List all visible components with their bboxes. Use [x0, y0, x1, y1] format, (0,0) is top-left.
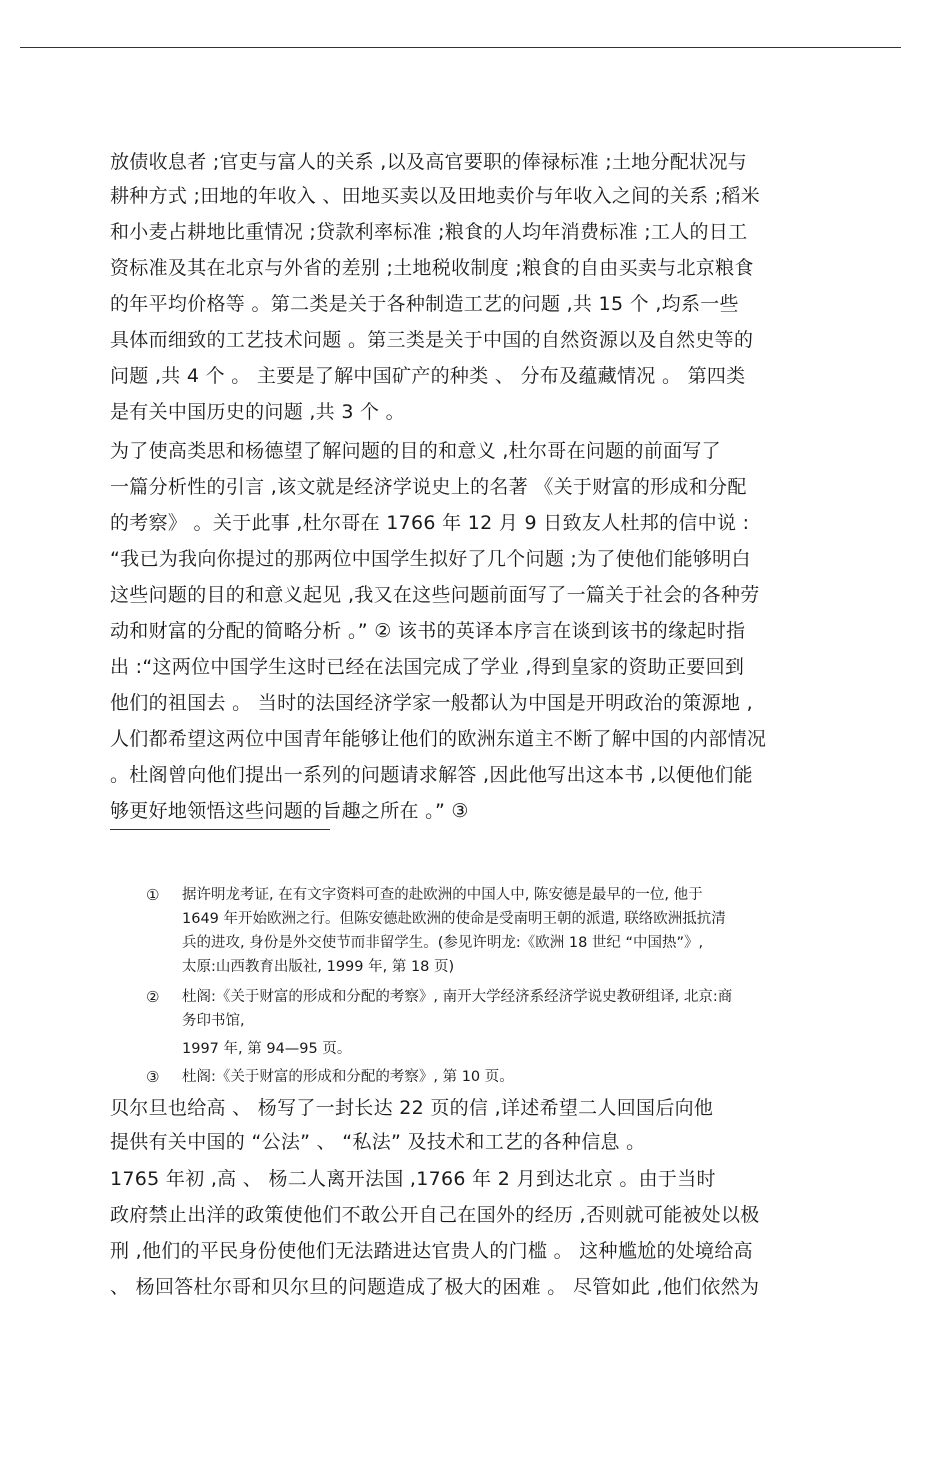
footnote-line: 太原:山西教育出版社, 1999 年, 第 18 页) [182, 959, 455, 975]
footnote-line: 杜阁:《关于财富的形成和分配的考察》, 第 10 页。 [182, 1069, 514, 1085]
body-line: 、 杨回答杜尔哥和贝尔旦的问题造成了极大的困难 。 尽管如此 ,他们依然为 [110, 1276, 760, 1298]
body-line: 耕种方式 ;田地的年收入 、田地买卖以及田地卖价与年收入之间的关系 ;稻米 [110, 185, 761, 207]
body-line: 贝尔旦也给高 、 杨写了一封长达 22 页的信 ,详述希望二人回国后向他 [110, 1097, 714, 1119]
body-line: 人们都希望这两位中国青年能够让他们的欧洲东道主不断了解中国的内部情况 [110, 728, 767, 750]
body-line: 够更好地领悟这些问题的旨趣之所在 。” ③ [110, 800, 469, 822]
body-line: 刑 ,他们的平民身份使他们无法踏进达官贵人的门槛 。 这种尴尬的处境给高 [110, 1240, 753, 1262]
body-line: 的年平均价格等 。第二类是关于各种制造工艺的问题 ,共 15 个 ,均系一些 [110, 293, 739, 315]
body-line: 政府禁止出洋的政策使他们不敢公开自己在国外的经历 ,否则就可能被处以极 [110, 1204, 760, 1226]
body-line: 动和财富的分配的简略分析 。” ② 该书的英译本序言在谈到该书的缘起时指 [110, 620, 746, 642]
footnote-separator [110, 829, 330, 830]
footnote-line: 务印书馆, [182, 1013, 245, 1029]
footnote-marker: ③ [146, 1068, 160, 1086]
body-line: “我已为我向你提过的那两位中国学生拟好了几个问题 ;为了使他们能够明白 [110, 548, 751, 570]
body-line: 为了使高类思和杨德望了解问题的目的和意义 ,杜尔哥在问题的前面写了 [110, 440, 721, 462]
footnote-marker: ② [146, 988, 160, 1006]
body-line: 。杜阁曾向他们提出一系列的问题请求解答 ,因此他写出这本书 ,以便他们能 [110, 764, 753, 786]
footnote-line: 1649 年开始欧洲之行。但陈安德赴欧洲的使命是受南明王朝的派遣, 联络欧洲抵抗清 [182, 911, 726, 927]
body-line: 他们的祖国去 。 当时的法国经济学家一般都认为中国是开明政治的策源地 , [110, 692, 753, 714]
footnote-line: 据许明龙考证, 在有文字资料可查的赴欧洲的中国人中, 陈安德是最早的一位, 他于 [182, 887, 703, 903]
footnote-line: 1997 年, 第 94—95 页。 [182, 1041, 352, 1057]
footnote-line: 兵的进攻, 身份是外交使节而非留学生。(参见许明龙:《欧洲 18 世纪 “中国热”》, [182, 935, 704, 951]
body-line: 这些问题的目的和意义起见 ,我又在这些问题前面写了一篇关于社会的各种劳 [110, 584, 760, 606]
footnote-line: 杜阁:《关于财富的形成和分配的考察》, 南开大学经济系经济学说史教研组译, 北京:商 [182, 989, 733, 1005]
body-line: 具体而细致的工艺技术问题 。第三类是关于中国的自然资源以及自然史等的 [110, 329, 754, 351]
body-line: 提供有关中国的 “公法” 、 “私法” 及技术和工艺的各种信息 。 [110, 1131, 646, 1153]
footnote-marker: ① [146, 886, 160, 904]
body-line: 一篇分析性的引言 ,该文就是经济学说史上的名著 《关于财富的形成和分配 [110, 476, 747, 498]
body-line: 和小麦占耕地比重情况 ;贷款利率标准 ;粮食的人均年消费标准 ;工人的日工 [110, 221, 748, 243]
body-line: 的考察》 。关于此事 ,杜尔哥在 1766 年 12 月 9 日致友人杜邦的信中说 : [110, 512, 750, 534]
body-line: 资标准及其在北京与外省的差别 ;土地税收制度 ;粮食的自由买卖与北京粮食 [110, 257, 754, 279]
body-line: 出 :“这两位中国学生这时已经在法国完成了学业 ,得到皇家的资助正要回到 [110, 656, 745, 678]
header-rule [20, 47, 901, 48]
body-line: 问题 ,共 4 个 。 主要是了解中国矿产的种类 、 分布及蕴藏情况 。 第四类 [110, 365, 746, 387]
body-line: 放债收息者 ;官吏与富人的关系 ,以及高官要职的俸禄标准 ;土地分配状况与 [110, 151, 748, 173]
body-line: 1765 年初 ,高 、 杨二人离开法国 ,1766 年 2 月到达北京 。由于当时 [110, 1168, 716, 1190]
body-line: 是有关中国历史的问题 ,共 3 个 。 [110, 401, 405, 423]
